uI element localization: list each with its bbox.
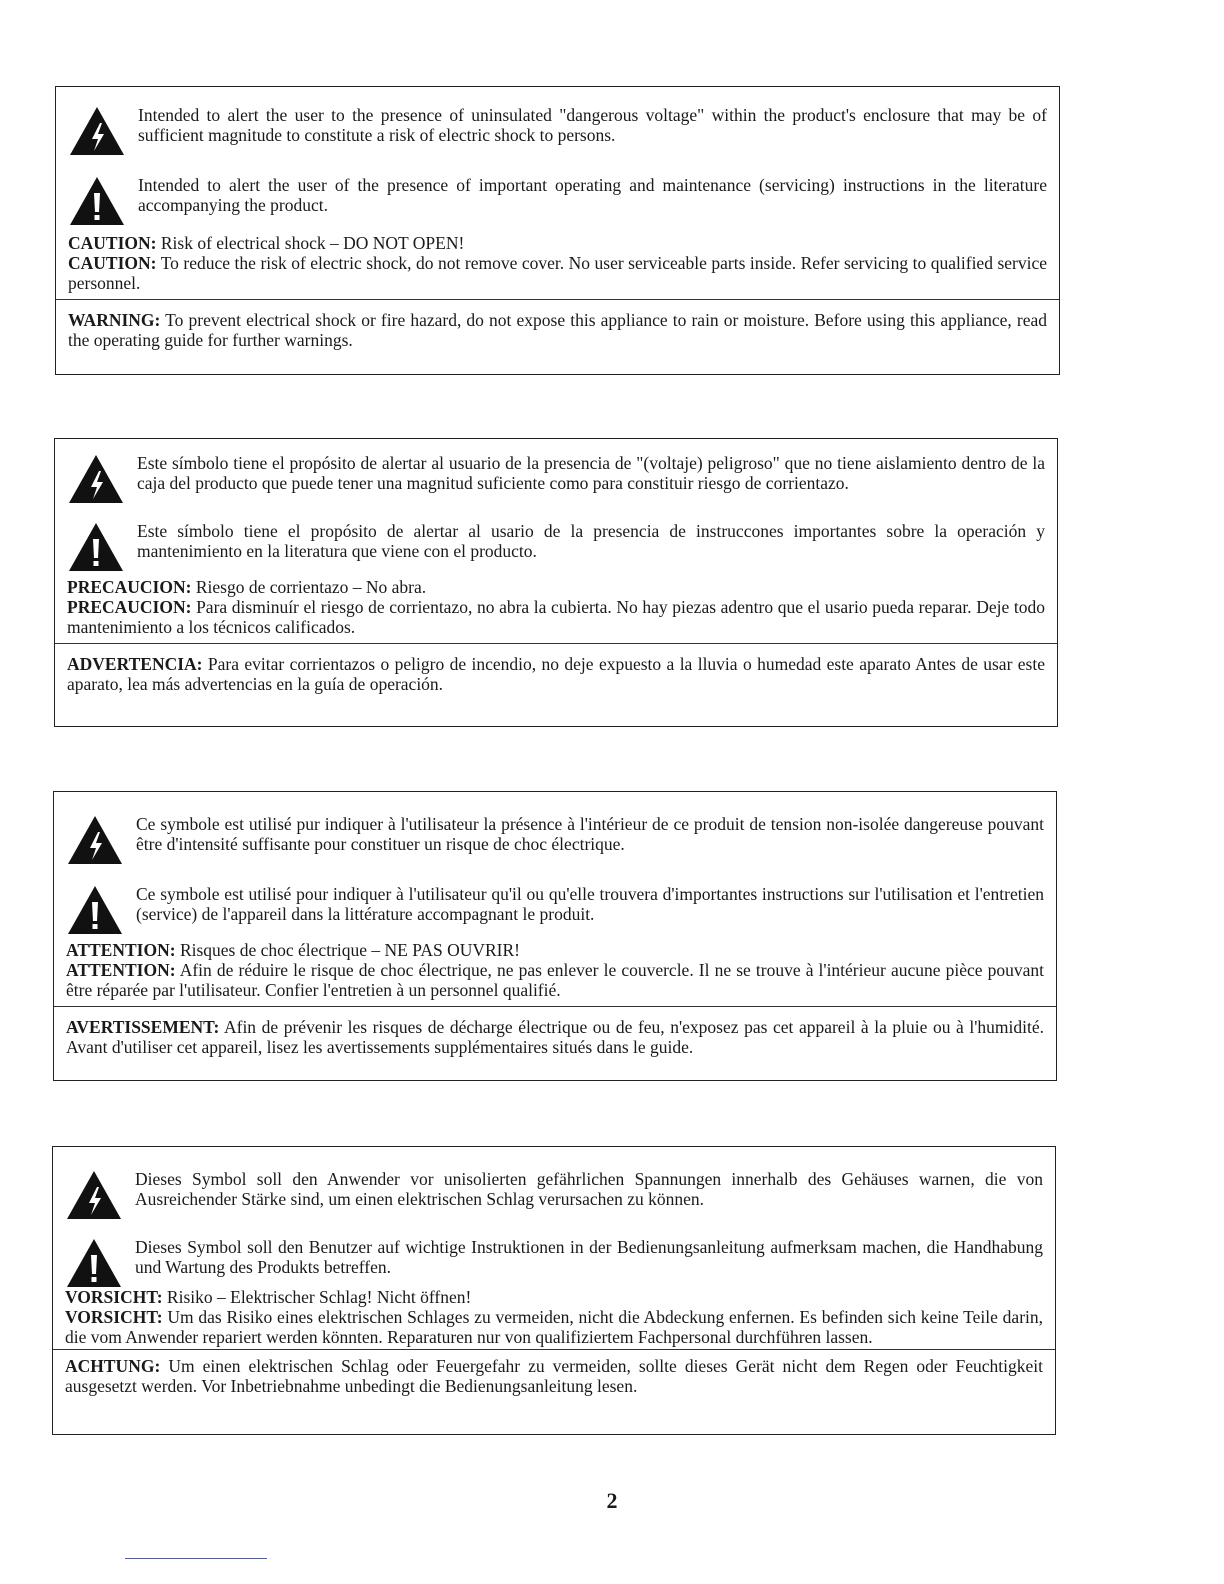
warning-text: Afin de prévenir les risques de décharge électrique ou de feu, n'exposez pas cet appareil à la pluie ou à l'humidité. Avant d'utiliser cet appareil, lisez les avertissements supplémentaires situés dans le guide. xyxy=(66,1017,1044,1057)
caution-line xyxy=(65,1307,1043,1347)
warning-line xyxy=(68,310,1047,350)
safety-box-french xyxy=(53,791,1057,1081)
lightning-warning-icon xyxy=(68,105,126,157)
exclam-symbol-text: Dieses Symbol soll den Benutzer auf wichtige Instruktionen in der Bedienungsanleitung aufmerksam machen, die Handhabung und Wartung des Produkts betreffen. xyxy=(135,1237,1043,1277)
caution-text: Riesgo de corrientazo – No abra. xyxy=(195,577,427,597)
divider xyxy=(55,643,1057,644)
divider xyxy=(56,299,1059,300)
warning-line xyxy=(66,1017,1044,1057)
warning-text: Para evitar corrientazos o peligro de incendio, no deje expuesto a la lluvia o humedad este aparato Antes de usar este aparato, lea más advertencias en la guía de operación. xyxy=(67,654,1045,694)
exclamation-warning-icon xyxy=(68,175,126,227)
exclam-symbol-text: Este símbolo tiene el propósito de alertar al usario de la presencia de instruccones importantes sobre la operación y mantenimiento en la literatura que viene con el producto. xyxy=(137,521,1045,561)
shock-symbol-text: Ce symbole est utilisé pur indiquer à l'utilisateur la présence à l'intérieur de ce produit de tension non-isolée dangereuse pouvant être d'intensité suffisante pour constituer un risque de choc électrique. xyxy=(136,814,1044,854)
caution-label: VORSICHT: xyxy=(65,1287,163,1307)
caution-text: Risk of electrical shock – DO NOT OPEN! xyxy=(160,233,465,253)
warning-text: Um einen elektrischen Schlag oder Feuergefahr zu vermeiden, sollte dieses Gerät nicht dem Regen oder Feuchtigkeit ausgesetzt werden. Vor Inbetriebnahme unbedingt die Bedienungsanleitung lesen. xyxy=(65,1356,1043,1396)
exclam-symbol-row xyxy=(53,1237,1055,1287)
shock-symbol-text: Intended to alert the user to the presence of uninsulated "dangerous voltage" within the product's enclosure that may be of sufficient magnitude to constitute a risk of electric shock to persons. xyxy=(138,105,1047,145)
exclam-symbol-text: Ce symbole est utilisé pour indiquer à l'utilisateur qu'il ou qu'elle trouvera d'importantes instructions sur l'utilisation et l'entretien (service) de l'appareil dans la littérature accompagnant le produit. xyxy=(136,884,1044,924)
exclamation-warning-icon xyxy=(67,521,125,573)
caution-text: Risques de choc électrique – NE PAS OUVRIR! xyxy=(179,940,521,960)
exclamation-warning-icon xyxy=(65,1237,123,1289)
caution-text: Para disminuír el riesgo de corrientazo, no abra la cubierta. No hay piezas adentro que el usario pueda reparar. Deje todo mantenimiento a los técnicos calificados. xyxy=(67,597,1045,637)
caution-line xyxy=(66,960,1044,1000)
caution-label: VORSICHT: xyxy=(65,1307,163,1327)
caution-line xyxy=(68,253,1047,293)
divider xyxy=(53,1349,1055,1350)
caution-line xyxy=(68,233,1047,253)
caution-line xyxy=(67,577,1045,597)
caution-line xyxy=(65,1287,1043,1307)
lightning-warning-icon xyxy=(66,814,124,866)
safety-box-spanish xyxy=(54,438,1058,727)
warning-label: ADVERTENCIA: xyxy=(67,654,203,674)
caution-label: PRECAUCION: xyxy=(67,577,192,597)
caution-text: Um das Risiko eines elektrischen Schlages zu vermeiden, nicht die Abdeckung enfernen. Es befinden sich keine Teile darin, die vom Anwender repariert werden könnten. Reparaturen nur von qualifiziertem Fachpersonal durchführen lassen. xyxy=(65,1307,1044,1347)
safety-box-english xyxy=(55,86,1060,375)
lightning-warning-icon xyxy=(65,1169,123,1221)
warning-label: WARNING: xyxy=(68,310,161,330)
caution-line xyxy=(67,597,1045,637)
caution-label: ATTENTION: xyxy=(66,960,176,980)
caution-text: Afin de réduire le risque de choc électrique, ne pas enlever le couvercle. Il ne se trouve à l'intérieur aucune pièce pouvant être réparée par l'utilisateur. Confier l'entretien à un personnel qualifié. xyxy=(66,960,1044,1000)
divider xyxy=(54,1006,1056,1007)
exclam-symbol-row xyxy=(55,521,1057,573)
warning-label: ACHTUNG: xyxy=(65,1356,161,1376)
shock-symbol-text: Este símbolo tiene el propósito de alertar al usuario de la presencia de "(voltaje) peligroso" que no tiene aislamiento dentro de la caja del producto que puede tener una magnitud suficiente como para constituir riesgo de corrientazo. xyxy=(137,453,1045,493)
exclam-symbol-text: Intended to alert the user of the presence of important operating and maintenance (servicing) instructions in the literature accompanying the product. xyxy=(138,175,1047,215)
exclam-symbol-row xyxy=(54,884,1056,938)
warning-label: AVERTISSEMENT: xyxy=(66,1017,220,1037)
exclam-symbol-row xyxy=(56,175,1059,229)
caution-label: ATTENTION: xyxy=(66,940,176,960)
shock-symbol-row xyxy=(54,814,1056,868)
shock-symbol-row xyxy=(56,105,1059,159)
page-number: 2 xyxy=(606,1488,618,1513)
warning-line xyxy=(65,1356,1043,1396)
shock-symbol-row xyxy=(55,453,1057,513)
caution-label: PRECAUCION: xyxy=(67,597,192,617)
shock-symbol-text: Dieses Symbol soll den Anwender vor unisolierten gefährlichen Spannungen innerhalb des Gehäuses warnen, die von Ausreichender Stärke sind, um einen elektrischen Schlag verursachen zu können. xyxy=(135,1169,1043,1209)
lightning-warning-icon xyxy=(67,453,125,505)
caution-line xyxy=(66,940,1044,960)
safety-box-german xyxy=(52,1146,1056,1435)
footer-rule xyxy=(125,1558,267,1559)
exclamation-warning-icon xyxy=(66,884,124,936)
caution-text: To reduce the risk of electric shock, do not remove cover. No user serviceable parts inside. Refer servicing to qualified service personnel. xyxy=(68,253,1048,293)
warning-line xyxy=(67,654,1045,694)
shock-symbol-row xyxy=(53,1169,1055,1223)
caution-text: Risiko – Elektrischer Schlag! Nicht öffnen! xyxy=(166,1287,472,1307)
warning-text: To prevent electrical shock or fire hazard, do not expose this appliance to rain or moisture. Before using this appliance, read the operating guide for further warnings. xyxy=(68,310,1047,350)
caution-label: CAUTION: xyxy=(68,253,157,273)
caution-label: CAUTION: xyxy=(68,233,157,253)
